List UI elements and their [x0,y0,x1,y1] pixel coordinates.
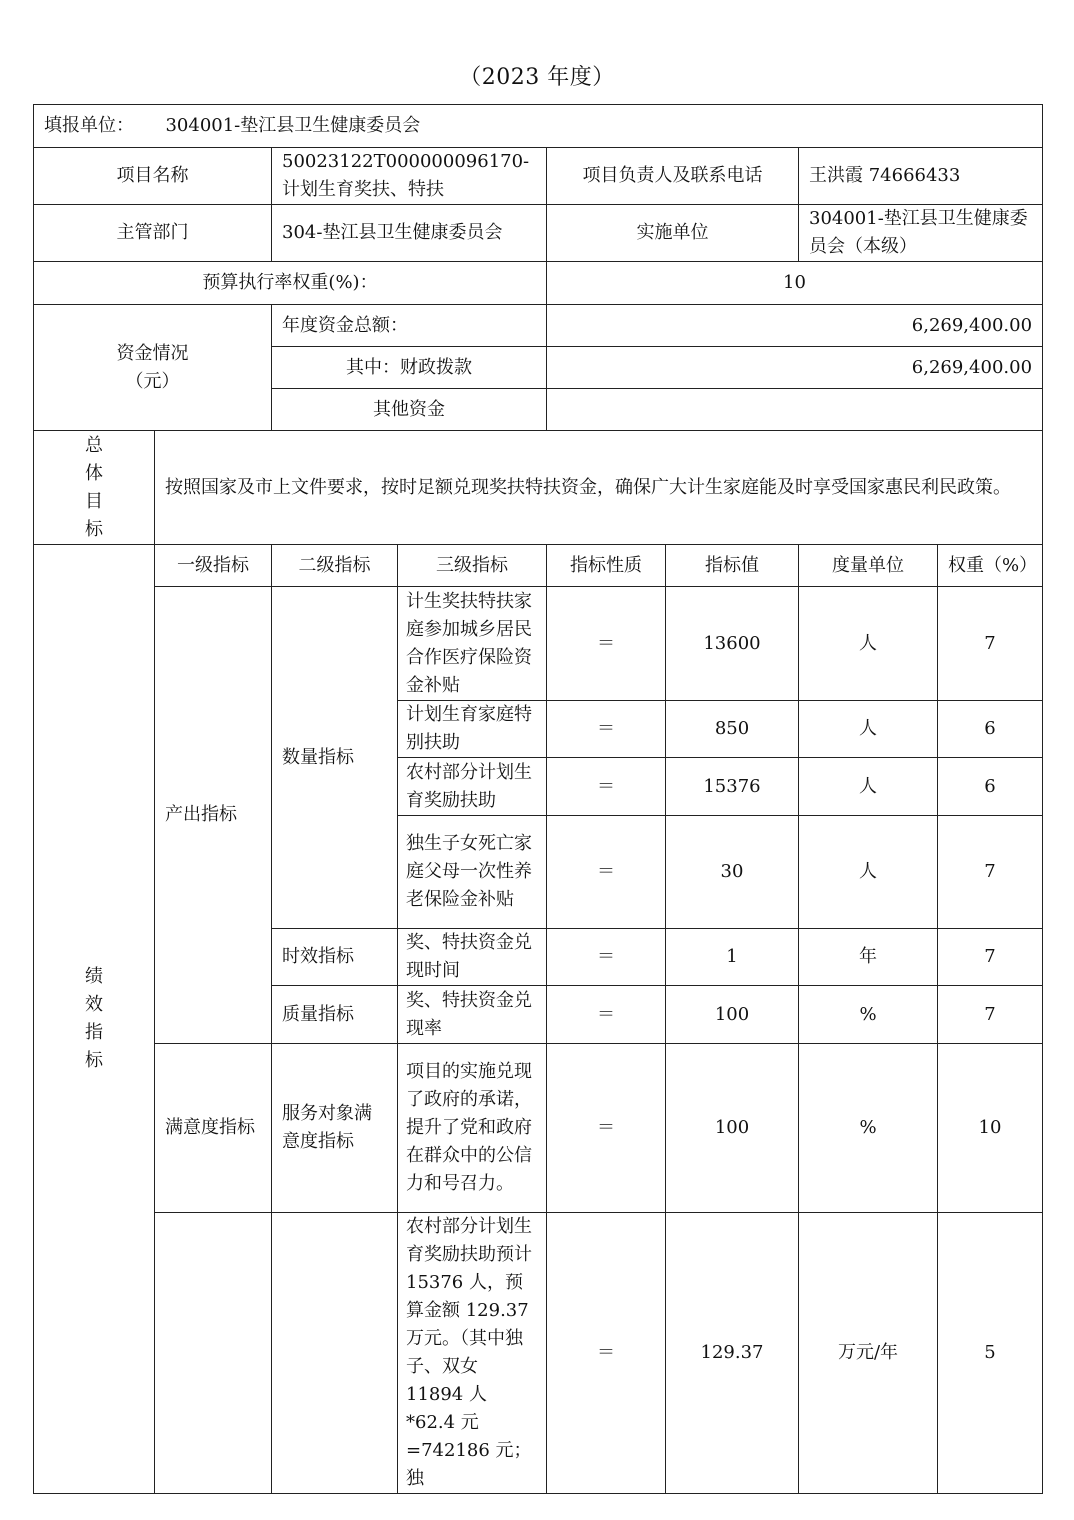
funds-other-label: 其他资金 [272,389,547,431]
budget-weight-row [34,262,1043,305]
funds-total-row [34,305,1043,347]
indicator-nature: ＝ [547,1044,666,1213]
indicator-value: 100 [666,1044,799,1213]
header-weight: 权重（%） [938,545,1043,587]
indicator-value: 13600 [666,587,799,701]
performance-label-char: 指 [85,1022,103,1043]
performance-header-row [34,545,1043,587]
header-nature: 指标性质 [547,545,666,587]
overall-goal-row [34,431,1043,545]
indicator-unit: 人 [799,587,938,701]
indicator-weight: 6 [938,701,1043,758]
level2-timeliness: 时效指标 [272,929,398,986]
level2-quantity: 数量指标 [272,587,398,929]
indicator-weight: 7 [938,986,1043,1044]
funds-other-value [547,389,1043,431]
funds-label-line2: （元） [125,370,180,392]
header-value: 指标值 [666,545,799,587]
indicator-unit: 万元/年 [799,1213,938,1494]
indicator-name: 奖、特扶资金兑现率 [398,986,547,1044]
indicator-nature: ＝ [547,816,666,929]
filing-unit-label: 填报单位： [44,115,134,136]
performance-label [34,545,155,1494]
performance-label-char: 标 [85,1050,103,1071]
level2-quality: 质量指标 [272,986,398,1044]
performance-label-char: 效 [85,994,103,1015]
supervising-dept-label: 主管部门 [34,205,272,262]
funds-total-value: 6,269,400.00 [547,305,1043,347]
level2-cell [272,1213,398,1494]
overall-goal-label [34,431,155,545]
indicator-weight: 10 [938,1044,1043,1213]
indicator-value: 850 [666,701,799,758]
project-leader-label: 项目负责人及联系电话 [547,148,799,205]
project-performance-table [33,104,1043,1494]
indicator-name: 农村部分计划生育奖励扶助预计 15376 人，预算金额 129.37 万元。（其中独子、双女 11894 人 *62.4 元 =742186 元；独 [398,1213,547,1494]
level1-satisfaction: 满意度指标 [155,1044,272,1213]
indicator-nature: ＝ [547,701,666,758]
header-level3: 三级指标 [398,545,547,587]
filing-unit-row [34,105,1043,148]
overall-goal-char: 体 [85,462,103,484]
indicator-weight: 5 [938,1213,1043,1494]
header-unit: 度量单位 [799,545,938,587]
indicator-name: 奖、特扶资金兑现时间 [398,929,547,986]
implementing-unit-label: 实施单位 [547,205,799,262]
budget-weight-label: 预算执行率权重(%)： [34,262,547,305]
project-name-value: 50023122T000000096170-计划生育奖扶、特扶 [272,148,547,205]
indicator-value: 100 [666,986,799,1044]
indicator-value: 1 [666,929,799,986]
indicator-unit: % [799,1044,938,1213]
department-row [34,205,1043,262]
funds-label [34,305,272,431]
project-leader-value: 王洪霞 74666433 [799,148,1043,205]
overall-goal-text: 按照国家及市上文件要求，按时足额兑现奖扶特扶资金，确保广大计生家庭能及时享受国家惠民利民政策。 [155,431,1043,545]
indicator-unit: % [799,986,938,1044]
table-row [34,1213,1043,1494]
overall-goal-char: 总 [85,434,103,456]
indicator-nature: ＝ [547,986,666,1044]
performance-label-char: 绩 [85,966,103,987]
indicator-nature: ＝ [547,587,666,701]
indicator-unit: 年 [799,929,938,986]
indicator-name: 计划生育家庭特别扶助 [398,701,547,758]
header-level2: 二级指标 [272,545,398,587]
indicator-nature: ＝ [547,929,666,986]
indicator-weight: 7 [938,929,1043,986]
indicator-weight: 6 [938,758,1043,816]
indicator-name: 农村部分计划生育奖励扶助 [398,758,547,816]
filing-unit-value: 304001-垫江县卫生健康委员会 [165,115,421,136]
indicator-weight: 7 [938,816,1043,929]
funds-fiscal-value: 6,269,400.00 [547,347,1043,389]
table-row [34,587,1043,701]
overall-goal-char: 目 [85,490,103,512]
indicator-name: 项目的实施兑现了政府的承诺，提升了党和政府在群众中的公信力和号召力。 [398,1044,547,1213]
report-year-title: （2023 年度） [459,65,615,90]
supervising-dept-value: 304-垫江县卫生健康委员会 [272,205,547,262]
indicator-value: 30 [666,816,799,929]
indicator-name: 独生子女死亡家庭父母一次性养老保险金补贴 [398,816,547,929]
indicator-unit: 人 [799,758,938,816]
indicator-nature: ＝ [547,758,666,816]
project-name-row [34,148,1043,205]
overall-goal-char: 标 [85,518,103,540]
header-level1: 一级指标 [155,545,272,587]
implementing-unit-value: 304001-垫江县卫生健康委员会（本级） [799,205,1043,262]
budget-weight-value: 10 [547,262,1043,305]
indicator-value: 15376 [666,758,799,816]
funds-total-label: 年度资金总额： [272,305,547,347]
funds-fiscal-label: 其中：财政拨款 [272,347,547,389]
indicator-unit: 人 [799,701,938,758]
indicator-nature: ＝ [547,1213,666,1494]
level2-service-satisfaction: 服务对象满意度指标 [272,1044,398,1213]
indicator-unit: 人 [799,816,938,929]
indicator-name: 计生奖扶特扶家庭参加城乡居民合作医疗保险资金补贴 [398,587,547,701]
project-name-label: 项目名称 [34,148,272,205]
level1-cell [155,1213,272,1494]
indicator-value: 129.37 [666,1213,799,1494]
funds-label-line1: 资金情况 [116,342,189,364]
level1-output: 产出指标 [155,587,272,1044]
indicator-weight: 7 [938,587,1043,701]
table-row [34,1044,1043,1213]
